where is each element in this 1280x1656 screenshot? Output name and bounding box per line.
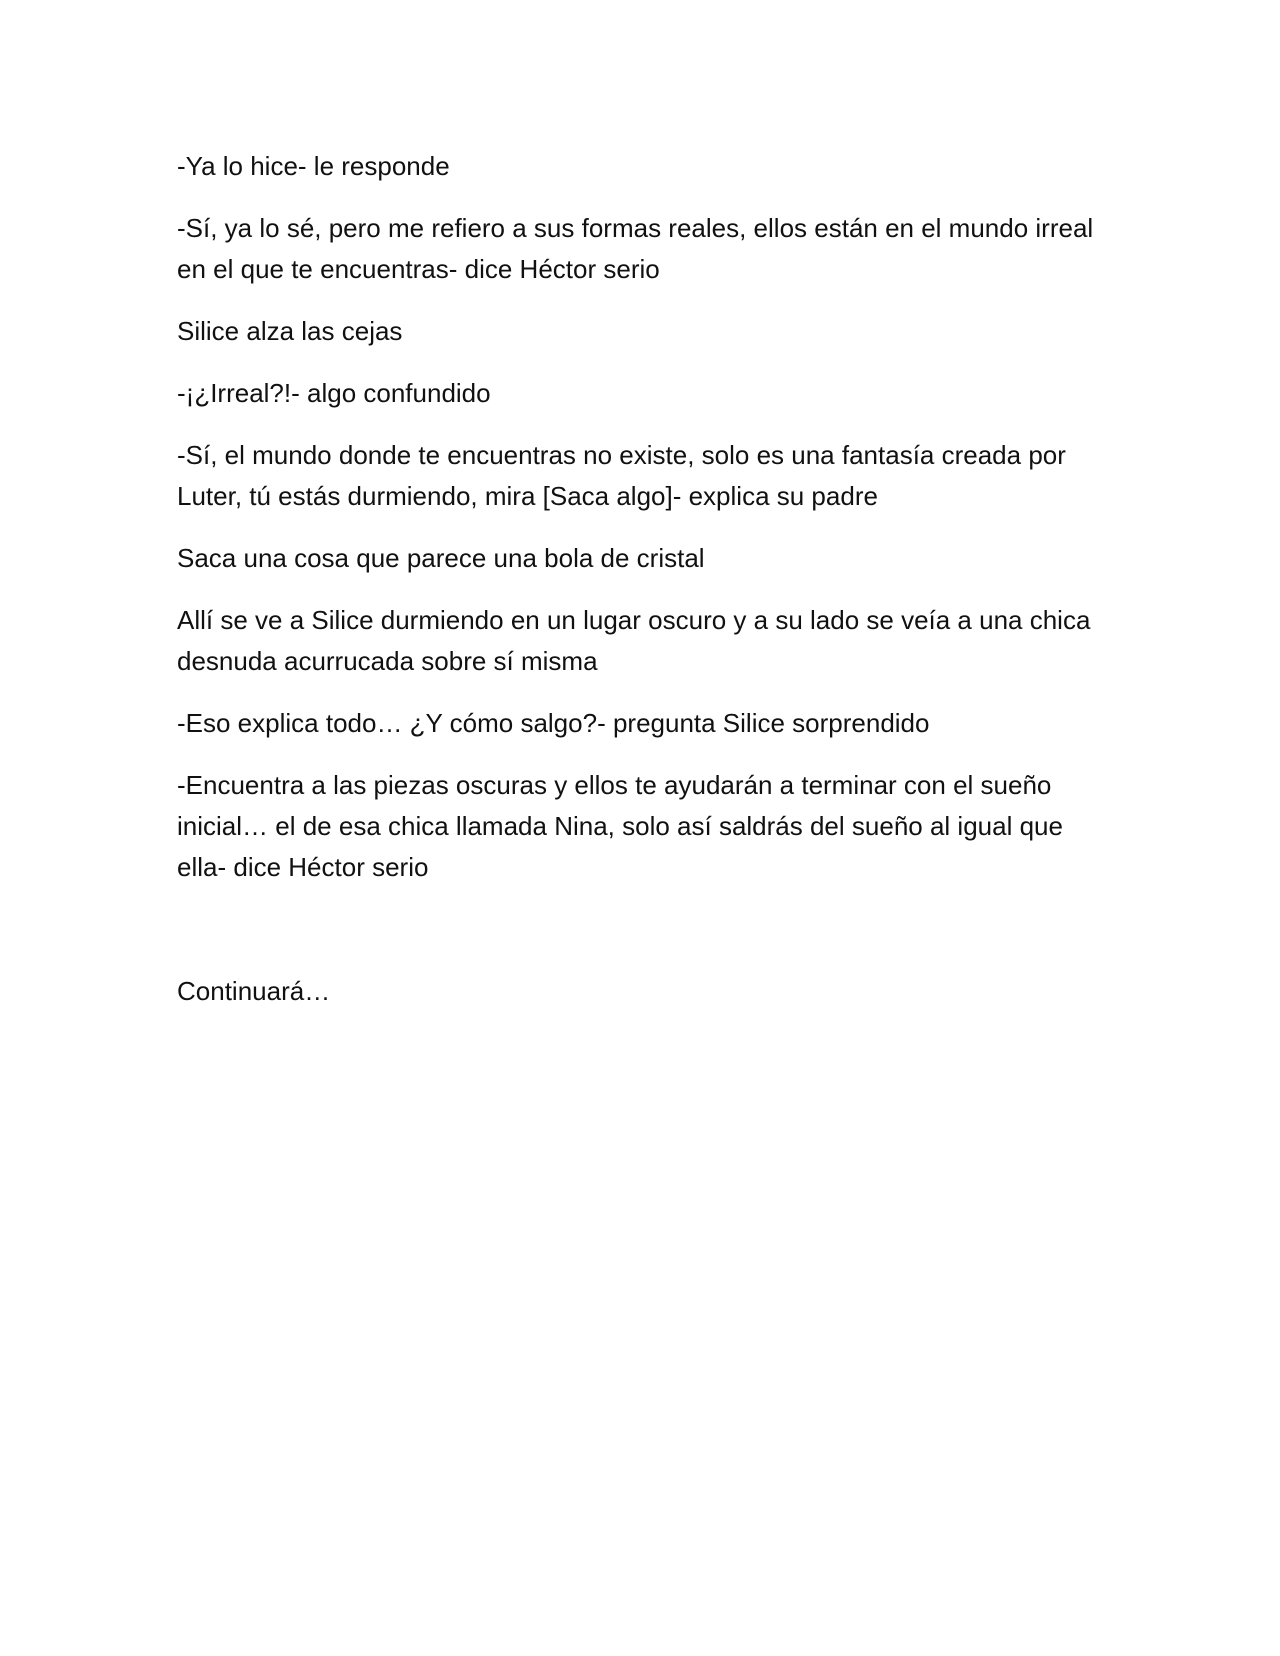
paragraph: -Eso explica todo… ¿Y cómo salgo?- pregunta Silice sorprendido	[177, 708, 930, 738]
paragraph: Saca una cosa que parece una bola de cristal	[177, 543, 705, 573]
paragraph: -Encuentra a las piezas oscuras y ellos te ayudarán a terminar con el sueño inicial… el de esa chica llamada Nina, solo así saldrás del sueño al igual que ella- dice Héctor serio	[177, 770, 1063, 882]
document-body	[177, 146, 1117, 1033]
paragraph: -¡¿Irreal?!- algo confundido	[177, 378, 491, 408]
paragraph: -Ya lo hice- le responde	[177, 151, 450, 181]
paragraph: Silice alza las cejas	[177, 316, 403, 346]
closing-line: Continuará…	[177, 976, 331, 1006]
paragraph: -Sí, ya lo sé, pero me refiero a sus formas reales, ellos están en el mundo irreal en el que te encuentras- dice Héctor serio	[177, 213, 1094, 284]
paragraph: -Sí, el mundo donde te encuentras no existe, solo es una fantasía creada por Luter, tú estás durmiendo, mira [Saca algo]- explica su padre	[177, 440, 1066, 511]
paragraph: Allí se ve a Silice durmiendo en un lugar oscuro y a su lado se veía a una chica desnuda acurrucada sobre sí misma	[177, 605, 1091, 676]
blank-line	[177, 909, 1117, 950]
